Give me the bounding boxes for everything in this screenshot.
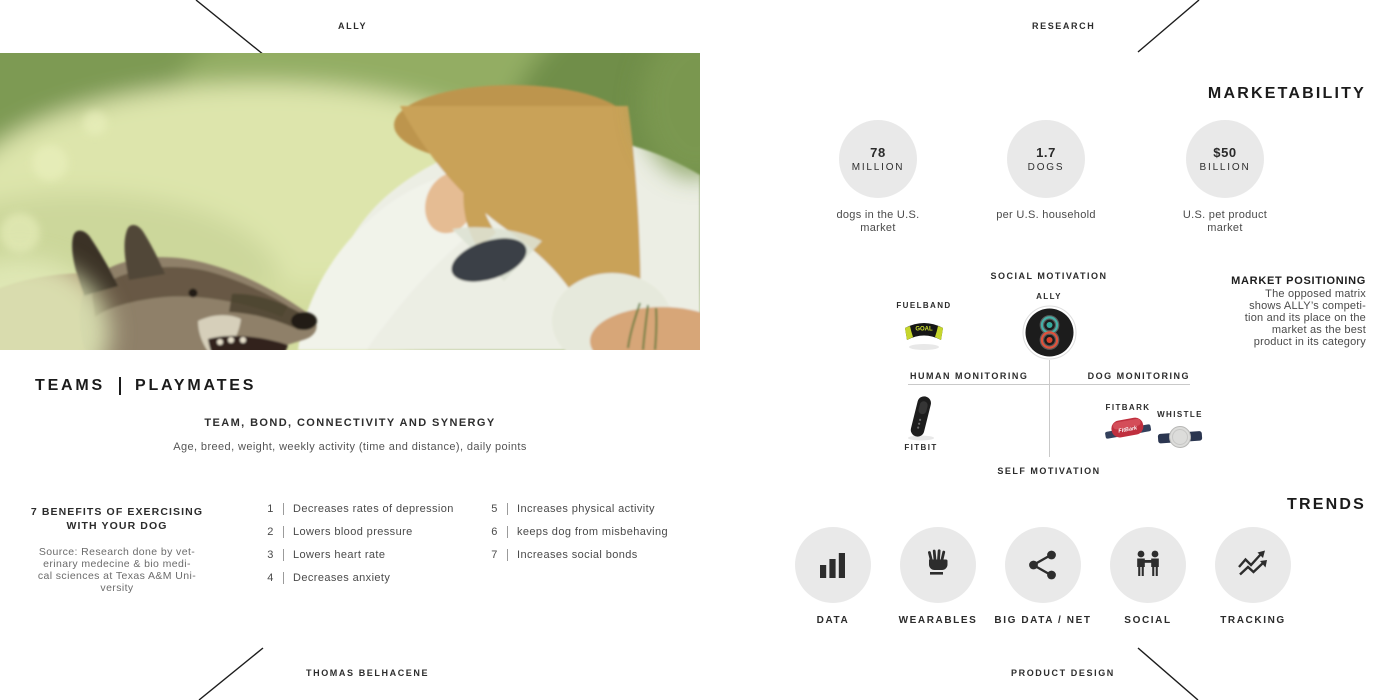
- stat-dogs-household: [966, 120, 1126, 222]
- list-item-divider: [283, 549, 284, 561]
- list-item-number: 2: [267, 525, 274, 538]
- benefits-source: [18, 546, 216, 594]
- benefits-heading-line: WITH YOUR DOG: [66, 519, 168, 532]
- fuelband-product-label: FUELBAND: [896, 301, 952, 310]
- trends-heading: TRENDS: [1287, 496, 1366, 513]
- stat-value: 1.7: [1036, 145, 1056, 160]
- list-item-number: 3: [267, 549, 274, 562]
- corner-line-bottom-right: [1138, 648, 1198, 700]
- title-divider: [119, 377, 121, 395]
- benefits-heading-line: 7 BENEFITS OF EXERCISING: [30, 506, 204, 518]
- header-brand-label: ALLY: [338, 21, 368, 31]
- stat-value: $50: [1213, 145, 1237, 160]
- stat-caption: dogs in the U.S. market: [836, 209, 920, 234]
- list-item-number: 5: [491, 502, 498, 515]
- list-item-number: 1: [267, 502, 274, 515]
- fitbit-product-label: FITBIT: [904, 443, 938, 452]
- stat-unit: BILLION: [1199, 162, 1251, 173]
- stat-dogs-us: [798, 120, 958, 234]
- benefits-source-line: versity: [100, 582, 134, 594]
- matrix-axis-right: DOG MONITORING: [1087, 371, 1190, 381]
- matrix-axis-left: HUMAN MONITORING: [910, 371, 1029, 381]
- matrix-axis-top: SOCIAL MOTIVATION: [990, 271, 1108, 281]
- trend-circle: [795, 527, 871, 603]
- benefits-source-line: Source: Research done by vet-: [38, 546, 196, 558]
- stat-value: 78: [870, 145, 886, 160]
- stat-caption: U.S. pet product market: [1182, 209, 1268, 234]
- trend-label: SOCIAL: [1124, 615, 1172, 626]
- market-positioning-heading: MARKET POSITIONING: [1231, 275, 1366, 287]
- marketability-heading: MARKETABILITY: [1207, 85, 1366, 102]
- stat-pet-market: [1145, 120, 1305, 234]
- list-item-text: Increases physical activity: [517, 502, 655, 515]
- benefits-heading: [18, 506, 216, 533]
- stat-unit: DOGS: [1027, 162, 1065, 173]
- list-item-divider: [507, 549, 508, 561]
- corner-line-top-left: [196, 0, 264, 55]
- list-item-text: Lowers blood pressure: [293, 525, 413, 538]
- benefits-block: [18, 506, 216, 594]
- header-section-label: RESEARCH: [1032, 21, 1096, 31]
- list-item-text: Decreases anxiety: [293, 572, 391, 585]
- page-title: [35, 377, 256, 395]
- bar-chart-icon: [815, 547, 851, 583]
- market-positioning-line: shows ALLY’s competi-: [1249, 300, 1366, 312]
- matrix-axis-bottom: SELF MOTIVATION: [997, 466, 1101, 476]
- page-title-right: PLAYMATES: [135, 377, 257, 394]
- list-item-divider: [507, 503, 508, 515]
- list-item: [490, 550, 668, 561]
- fitbark-product-label: FITBARK: [1105, 403, 1151, 412]
- trend-label: TRACKING: [1220, 615, 1286, 626]
- stat-circle: [1186, 120, 1264, 198]
- hero-photo-dog-and-owner: [0, 53, 700, 350]
- share-network-icon: [1025, 547, 1061, 583]
- trend-label: DATA: [816, 615, 850, 626]
- list-item-divider: [283, 526, 284, 538]
- list-item-text: Increases social bonds: [517, 549, 638, 562]
- ally-logo: [1022, 305, 1077, 360]
- trend-arrows-icon: [1235, 547, 1271, 583]
- trend-label: WEARABLES: [898, 615, 978, 626]
- list-item-number: 7: [491, 549, 498, 562]
- list-item-text: Decreases rates of depression: [293, 502, 454, 515]
- benefits-source-line: cal sciences at Texas A&M Uni-: [37, 570, 197, 582]
- matrix-horizontal-axis: [908, 384, 1190, 385]
- list-item: [266, 503, 454, 514]
- stat-circle: [1007, 120, 1085, 198]
- fuelband-product-image: [900, 312, 948, 352]
- list-item-number: 6: [491, 525, 498, 538]
- hero-photo-art: [0, 53, 700, 350]
- list-item-text: Lowers heart rate: [293, 549, 386, 562]
- fitbit-product-image: [900, 394, 942, 442]
- hand-icon: [920, 547, 956, 583]
- trend-circle: [1005, 527, 1081, 603]
- stat-circle: [839, 120, 917, 198]
- trend-circle: [1110, 527, 1186, 603]
- list-item-divider: [507, 526, 508, 538]
- fitbark-display-text: FitBark: [1117, 425, 1138, 435]
- market-positioning-line: market as the best: [1271, 324, 1366, 336]
- team-description: Age, breed, weight, weekly activity (time and distance), daily points: [173, 441, 527, 453]
- whistle-product-label: WHISTLE: [1157, 410, 1203, 419]
- footer-author-label: THOMAS BELHACENE: [306, 668, 430, 678]
- benefits-list-column-2: [490, 503, 668, 573]
- fitbark-product-image: [1103, 414, 1153, 448]
- list-item: [266, 550, 454, 561]
- whistle-product-image: [1157, 424, 1203, 450]
- list-item-divider: [283, 503, 284, 515]
- page-title-left: TEAMS: [35, 377, 105, 394]
- corner-line-bottom-left: [199, 648, 263, 700]
- list-item: [266, 526, 454, 537]
- trend-circle: [1215, 527, 1291, 603]
- list-item: [266, 573, 454, 584]
- list-item: [490, 526, 668, 537]
- corner-line-top-right: [1138, 0, 1199, 52]
- benefits-source-line: erinary medecine & bio medi-: [43, 558, 191, 570]
- footer-discipline-label: PRODUCT DESIGN: [1011, 668, 1115, 678]
- stat-unit: MILLION: [851, 162, 905, 173]
- list-item-text: keeps dog from misbehaving: [517, 525, 669, 538]
- team-subtitle: TEAM, BOND, CONNECTIVITY AND SYNERGY: [204, 417, 496, 429]
- benefits-list-column-1: [266, 503, 454, 596]
- stat-caption: per U.S. household: [996, 209, 1096, 221]
- trend-tracking: [1188, 527, 1318, 626]
- fuelband-display-text: GOAL: [915, 326, 933, 333]
- handshake-people-icon: [1130, 547, 1166, 583]
- market-positioning-block: [1146, 275, 1366, 348]
- market-positioning-line: product in its category: [1253, 336, 1366, 348]
- list-item-number: 4: [267, 572, 274, 585]
- list-item-divider: [283, 572, 284, 584]
- matrix-vertical-axis: [1049, 360, 1050, 457]
- ally-product-label: ALLY: [1036, 292, 1062, 301]
- trend-circle: [900, 527, 976, 603]
- market-positioning-line: The opposed matrix: [1265, 288, 1366, 300]
- list-item: [490, 503, 668, 514]
- market-positioning-line: tion and its place on the: [1244, 312, 1366, 324]
- trend-label: BIG DATA / NET: [994, 615, 1092, 626]
